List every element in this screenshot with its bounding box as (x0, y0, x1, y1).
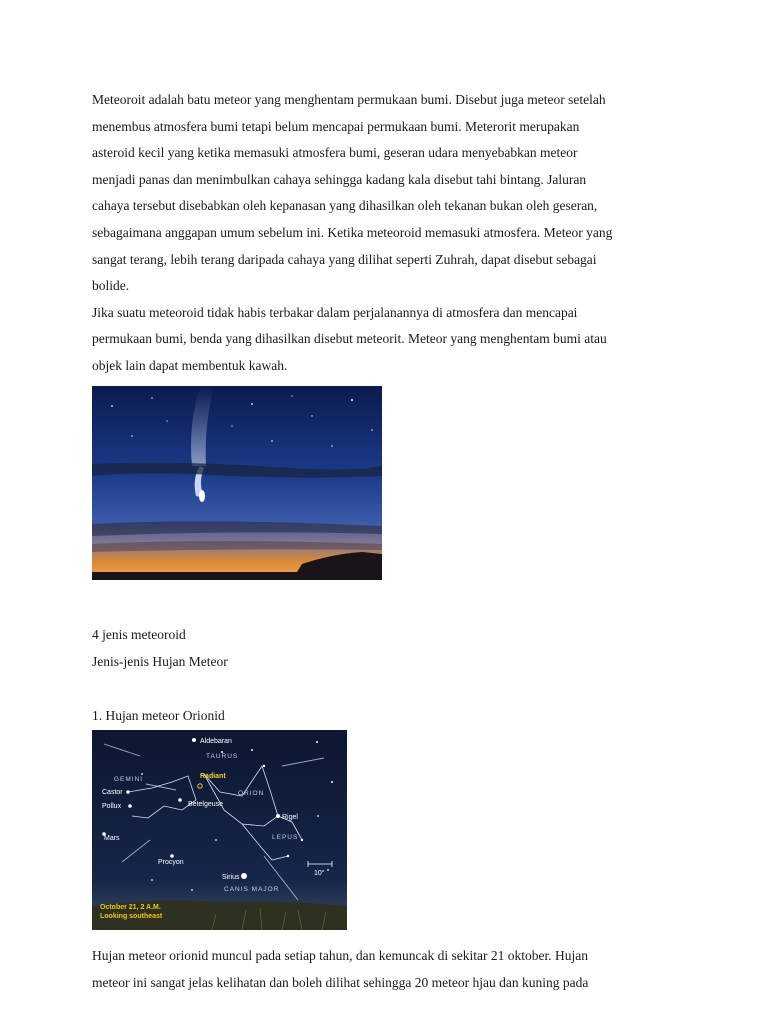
comet-photo (92, 386, 382, 580)
text-line: menembus atmosfera bumi tetapi belum mencapai permukaan bumi. Meterorit merupakan (92, 118, 580, 134)
label-castor: Castor (102, 789, 123, 796)
label-mars: Mars (104, 835, 120, 842)
label-procyon: Procyon (158, 859, 184, 866)
text-line: objek lain dapat membentuk kawah. (92, 357, 288, 373)
label-rigel: Rigel (282, 814, 298, 821)
text-line: sangat terang, lebih terang daripada cahaya yang dilihat seperti Zuhrah, dapat disebut sebagai (92, 251, 597, 267)
label-lepus: LEPUS (272, 834, 299, 841)
label-scale: 10° (314, 870, 325, 877)
text-line: Meteoroit adalah batu meteor yang menghentam permukaan bumi. Disebut juga meteor setelah (92, 92, 606, 107)
label-sirius: Sirius (222, 874, 240, 881)
section-heading: Jenis-jenis Hujan Meteor (92, 654, 228, 669)
text-line: Jika suatu meteoroid tidak habis terbakar dalam perjalanannya di atmosfera dan mencapai (92, 304, 578, 320)
label-betelgeuse: Betelgeuse (188, 801, 224, 808)
text-line: bolide. (92, 278, 130, 294)
text-line: sebagaimana anggapan umum sebelum ini. Ketika meteoroid memasuki atmosfera. Meteor yang (92, 224, 613, 240)
label-orion: ORION (238, 790, 265, 797)
text-line: meteor ini sangat jelas kelihatan dan boleh dilihat sehingga 20 meteor hjau dan kuning pada (92, 974, 589, 990)
orionid-paragraph (92, 943, 692, 996)
label-aldebaran: Aldebaran (200, 738, 232, 745)
caption-direction: Looking southeast (100, 913, 163, 920)
text-line: menjadi panas dan menimbulkan cahaya sehingga kadang kala disebut tahi bintang. Jaluran (92, 171, 587, 187)
text-line: cahaya tersebut disebabkan oleh kepanasan yang dihasilkan oleh tekanan bukan oleh geseran, (92, 198, 598, 214)
text-line: permukaan bumi, benda yang dihasilkan disebut meteorit. Meteor yang menghentam bumi atau (92, 331, 607, 347)
list-item-title: 1. Hujan meteor Orionid (92, 708, 225, 723)
intro-paragraph (92, 87, 692, 380)
orionid-star-map (92, 730, 347, 930)
caption-date: October 21, 2 A.M. (100, 904, 161, 911)
label-pollux: Pollux (102, 803, 122, 810)
label-taurus: TAURUS (206, 753, 239, 760)
label-canis-major: CANIS MAJOR (224, 886, 280, 893)
label-gemini: GEMINI (114, 776, 144, 783)
label-radiant: Radiant (200, 773, 226, 780)
section-heading: 4 jenis meteoroid (92, 627, 186, 642)
text-line: Hujan meteor orionid muncul pada setiap tahun, dan kemuncak di sekitar 21 oktober. Hujan (92, 948, 588, 963)
text-line: asteroid kecil yang ketika memasuki atmosfera bumi, geseran udara menyebabkan meteor (92, 145, 578, 161)
